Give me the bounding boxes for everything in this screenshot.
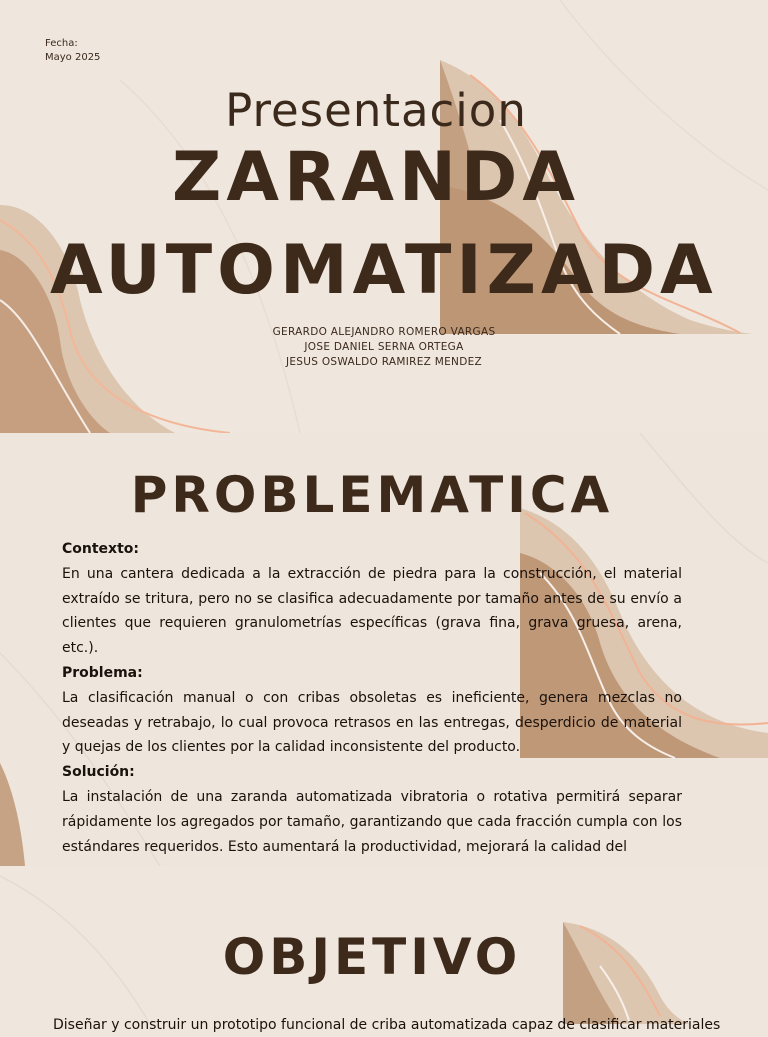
- presentation-title: ZARANDA AUTOMATIZADA: [50, 138, 718, 310]
- author-name: GERARDO ALEJANDRO ROMERO VARGAS: [272, 326, 496, 338]
- context-label: Contexto:: [62, 541, 139, 557]
- author-name: JESUS OSWALDO RAMIREZ MENDEZ: [285, 356, 483, 368]
- date-value: Mayo 2025: [45, 52, 101, 63]
- date-label: Fecha:: [45, 38, 78, 49]
- section-title-objetivo: OBJETIVO: [222, 928, 522, 986]
- author-name: JOSE DANIEL SERNA ORTEGA: [304, 341, 464, 353]
- date-block: [45, 37, 100, 65]
- solution-text: La instalación de una zaranda automatizada vibratoria o rotativa permitirá separar rápidamente los agregados por tamaño, garantizando que cada fracción cumpla con los estándares requeridos. Esto aumentará la productividad, mejorará la calidad del: [62, 788, 682, 855]
- section-title-problematica: PROBLEMATICA: [130, 466, 614, 524]
- title-slide: [0, 0, 768, 433]
- presentation-subtitle: Presentacion: [225, 84, 527, 137]
- context-text: En una cantera dedicada a la extracción de piedra para la construcción, el material extraído se tritura, pero no se clasifica adecuadamente por tamaño antes de su envío a clientes que requieren granulometrías específicas (grava fina, grava gruesa, arena, etc.).: [62, 565, 682, 657]
- objective-slide: [0, 866, 768, 1033]
- objective-text: Diseñar y construir un prototipo funcional de criba automatizada capaz de clasificar materiales: [53, 1017, 721, 1033]
- problem-slide: [0, 433, 768, 866]
- problem-description: [62, 537, 682, 859]
- problem-text: La clasificación manual o con cribas obsoletas es ineficiente, genera mezclas no deseadas y retrabajo, lo cual provoca retrasos en las entregas, desperdicio de material y quejas de los clientes por la calidad inconsistente del producto.: [62, 689, 682, 756]
- author-list: [0, 325, 768, 370]
- problem-label: Problema:: [62, 664, 143, 681]
- solution-label: Solución:: [62, 764, 135, 781]
